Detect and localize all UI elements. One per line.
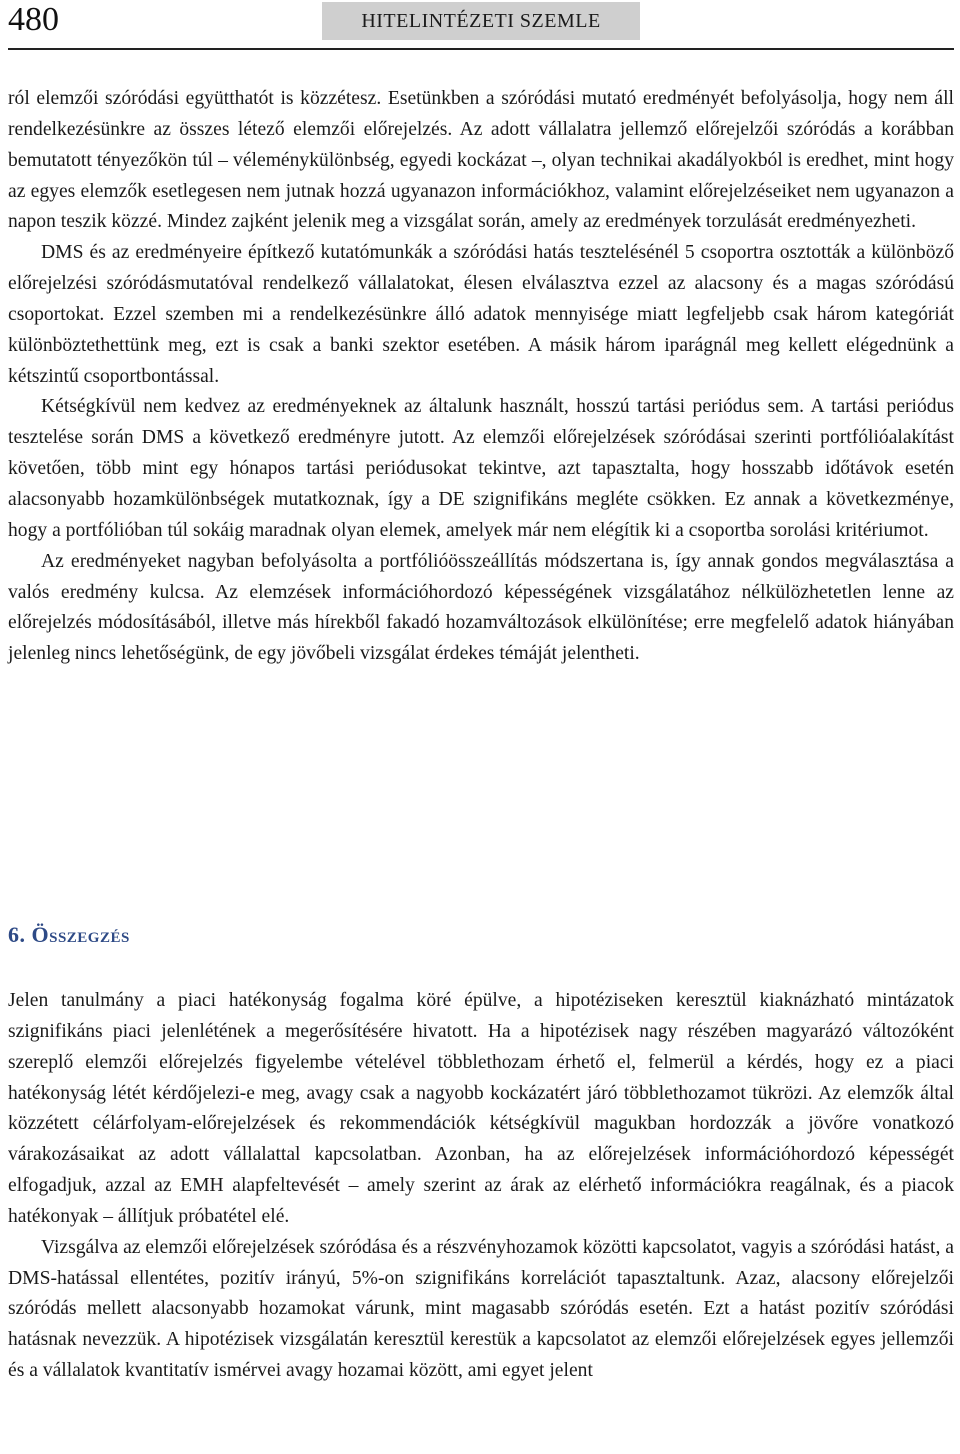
section-body-text (8, 986, 954, 1387)
paragraph: DMS és az eredményeire építkező kutatómunkák a szóródási hatás tesztelésénél 5 csoportra osztották a különböző előrejelzési szóródásmutatóval rendelkező vállalatokat, élesen elválasztva ezzel az alacsony és a magas szóródású csoportokat. Ezzel szemben mi a rendelkezésünkre álló adatok mennyisége miatt legfeljebb csak három kategóriát különböztethettünk meg, ezt is csak a banki szektor esetében. A másik három iparágnál meg kellett elégednünk a kétszintű csoportbontással. (8, 242, 954, 387)
section-heading: 6. Összegzés (8, 922, 130, 947)
paragraph: Jelen tanulmány a piaci hatékonyság fogalma köré épülve, a hipotéziseken keresztül kiaknázható mintázatok szignifikáns piaci jelenlétének a megerősítésére hivatott. Ha a hipotézisek nagy részében magyarázó változóként szereplő elemzői előrejelzés figyelembe vételével többlethozam érhető el, felmerül a kérdés, hogy ez a piaci hatékonyság létét kérdőjelezi-e meg, avagy csak a nagyobb kockázatért járó többlethozamot tükrözi. Az elemzők által közzétett célárfolyam-előrejelzések és rekommendációk kétségkívül magukban hordozzák a jövőre vonatkozó várakozásaikat az adott vállalattal kapcsolatban. Azonban, ha az előrejelzések információhordozó képességét elfogadjuk, azzal az EMH alapfeltevését – amely szerint az árak az elérhető információkra reagálnak, és a piacok hatékonyak – állítjuk próbatétel elé. (8, 990, 954, 1227)
page-number: 480 (8, 1, 59, 38)
paragraph: Az eredményeket nagyban befolyásolta a portfólióösszeállítás módszertana is, így annak gondos megválasztása a valós eredmény kulcsa. Az elemzések információhordozó képességének vizsgálatához nélkülözhetetlen lenne az előrejelzés módosításából, illetve más hírekből fakadó hozamváltozások elkülönítése; erre megfelelő adatok hiányában jelenleg nincs lehetőségünk, de egy jövőbeli vizsgálat érdekes témáját jelentheti. (8, 550, 954, 665)
paragraph: Kétségkívül nem kedvez az eredményeknek az általunk használt, hosszú tartási periódus sem. A tartási periódus tesztelése során DMS a következő eredményre jutott. Az elemzői előrejelzések szóródásai szerinti portfólióalakítást követően, több mint egy hónapos tartási periódusokat tekintve, azt tapasztalta, hogy hosszabb időtávok esetén alacsonyabb hozamkülönbségek mutatkoznak, így a DE szignifikáns megléte csökken. Ez annak a következménye, hogy a portfólióban túl sokáig maradnak olyan elemek, amelyek már nem elégítik ki a csoportba sorolási kritériumot. (8, 396, 954, 541)
header-divider (8, 48, 954, 50)
journal-title-box (322, 2, 640, 40)
body-text (8, 84, 954, 670)
paragraph: ról elemzői szóródási együtthatót is közzétesz. Esetünkben a szóródási mutató eredményét befolyásolja, hogy nem áll rendelkezésünkre az összes létező elemzői előrejelzés. Az adott vállalatra jellemző előrejelzői szóródás a korábban bemutatott tényezőkön túl – véleménykülönbség, egyedi kockázat –, olyan technikai akadályokból is eredhet, mint hogy az egyes elemzők esetlegesen nem jutnak hozzá ugyanazon információkhoz, valamint előrejelzéseiket nem ugyanazon a napon teszik közzé. Mindez zajként jelenik meg a vizsgálat során, amely az eredmények torzulását eredményezheti. (8, 88, 954, 233)
page-header (0, 0, 960, 50)
journal-title: HITELINTÉZETI SZEMLE (361, 9, 601, 32)
paragraph: Vizsgálva az elemzői előrejelzések szóródása és a részvényhozamok közötti kapcsolatot, vagyis a szóródási hatást, a DMS-hatással ellentétes, pozitív irányú, 5%-on szignifikáns korrelációt tapasztaltunk. Azaz, alacsony előrejelzői szóródás mellett alacsonyabb hozamokat várunk, mint magasabb szóródás esetén. Ezt a hatást pozitív szóródási hatásnak nevezzük. A hipotézisek vizsgálatán keresztül kerestük a kapcsolatot az elemzői előrejelzések egyes jellemzői és a vállalatok kvantitatív ismérvei avagy hozamai között, ami egyet jelent (8, 1236, 954, 1382)
